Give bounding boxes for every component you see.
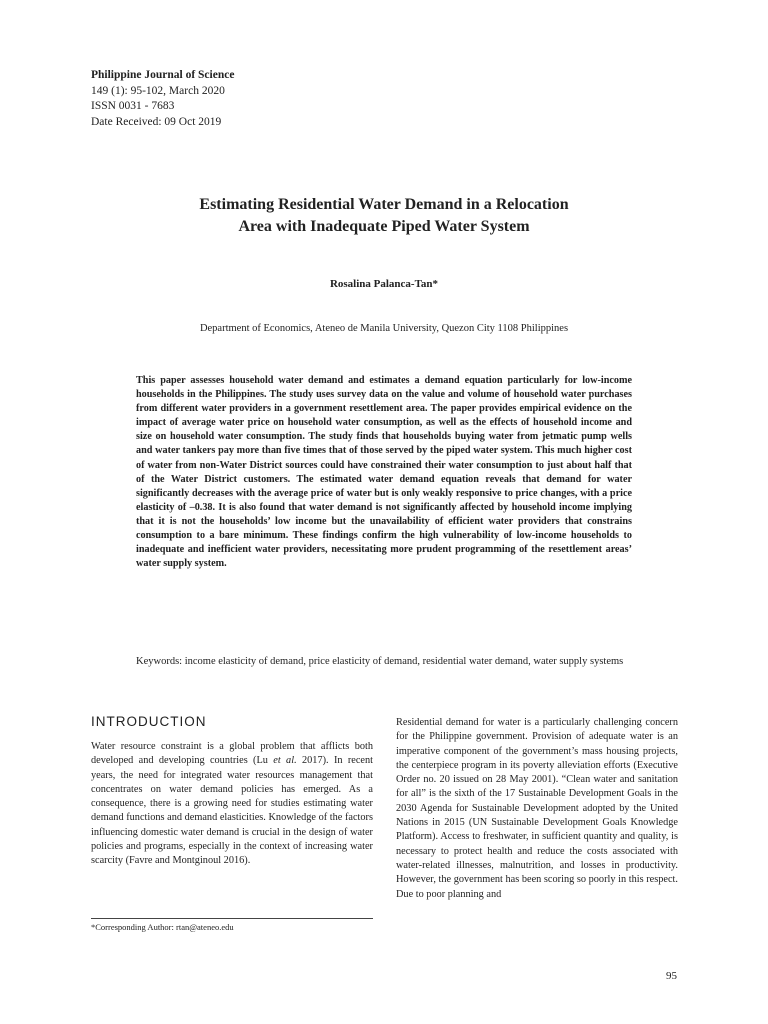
- page-number: 95: [666, 970, 677, 982]
- author-name: Rosalina Palanca-Tan*: [329, 278, 439, 290]
- intro-paragraph: [91, 740, 373, 869]
- abstract: This paper assesses household water demand and estimates a demand equation particularly for low-income households in the Philippines. The study uses survey data on the value and volume of household water purchases from different water providers in a government resettlement area. The paper provides empirical evidence on the impact of average water price on household water consumption, as well as the effects of household income and size on household water consumption. The study finds that households buying water from jetmatic pump wells and water tankers pay more than five times that of those served by the piped water system. This much higher cost of water from non-Water District sources could have constrained their water consumption to just about half that of the Water District customers. The estimated water demand equation reveals that demand for water significantly decreases with the average price of water but is only weakly responsive to price changes, with a price elasticity of –0.38. It is also found that water demand is not significantly affected by household income implying that it is not the households’ low income but the unavailability of efficient water providers that constrains consumption to a bare minimum. These findings confirm the high vulnerability of low-income households to inadequate and inefficient water providers, necessitating more prudent programming of the resettlement areas’ water supply system.: [136, 375, 632, 570]
- journal-issue: 149 (1): 95-102, March 2020: [91, 84, 225, 97]
- intro-text-part2: 2017). In recent years, the need for integrated water resources management that concentrates on water demand policies has emerged. As a consequence, there is a growing need for studies estimating water demand functions and demand elasticities. Knowledge of the factors influencing domestic water demand is crucial in the design of water policies and programs, especially in the context of increasing water scarcity (Favre and Montginoul 2016).: [91, 755, 374, 867]
- intro-text-italic: et al.: [273, 755, 297, 767]
- corresponding-author-footnote: *Corresponding Author: rtan@ateneo.edu: [91, 922, 234, 932]
- keywords: Keywords: income elasticity of demand, price elasticity of demand, residential water demand, water supply systems: [136, 656, 624, 667]
- paper-title: [100, 194, 668, 238]
- paper-title-line2: Area with Inadequate Piped Water System: [238, 218, 530, 235]
- date-received: Date Received: 09 Oct 2019: [91, 115, 222, 128]
- journal-header: [91, 68, 234, 130]
- intro-text-part1: Water resource constraint is a global problem that afflicts both developed and developing countries (Lu: [91, 741, 373, 767]
- right-column-paragraph: Residential demand for water is a particularly challenging concern for the Philippine government. Provision of adequate water is an imperative component of the government’s mass housing projects, the centerpiece program in its poverty alleviation efforts (Executive Order no. 20 issued on 28 May 2001). “Clean water and sanitation for all” is the sixth of the 17 Sustainable Development Goals in the 2030 Agenda for Sustainable Development adopted by the United Nations in 2015 (UN Sustainable Development Goals Knowledge Platform). Access to freshwater, in sufficient quantity and quality, is necessary to protect health and reduce the costs associated with water-related illnesses, malnutrition, and losses in productivity. However, the government has been scoring so poorly in this respect. Due to poor planning and: [396, 717, 678, 900]
- section-heading-introduction: INTRODUCTION: [91, 714, 207, 729]
- paper-title-line1: Estimating Residential Water Demand in a Relocation: [199, 196, 569, 213]
- journal-issn: ISSN 0031 - 7683: [91, 100, 175, 112]
- author-affiliation: Department of Economics, Ateneo de Manila University, Quezon City 1108 Philippines: [199, 323, 569, 334]
- journal-name: Philippine Journal of Science: [91, 69, 235, 81]
- footnote-divider: [91, 918, 373, 919]
